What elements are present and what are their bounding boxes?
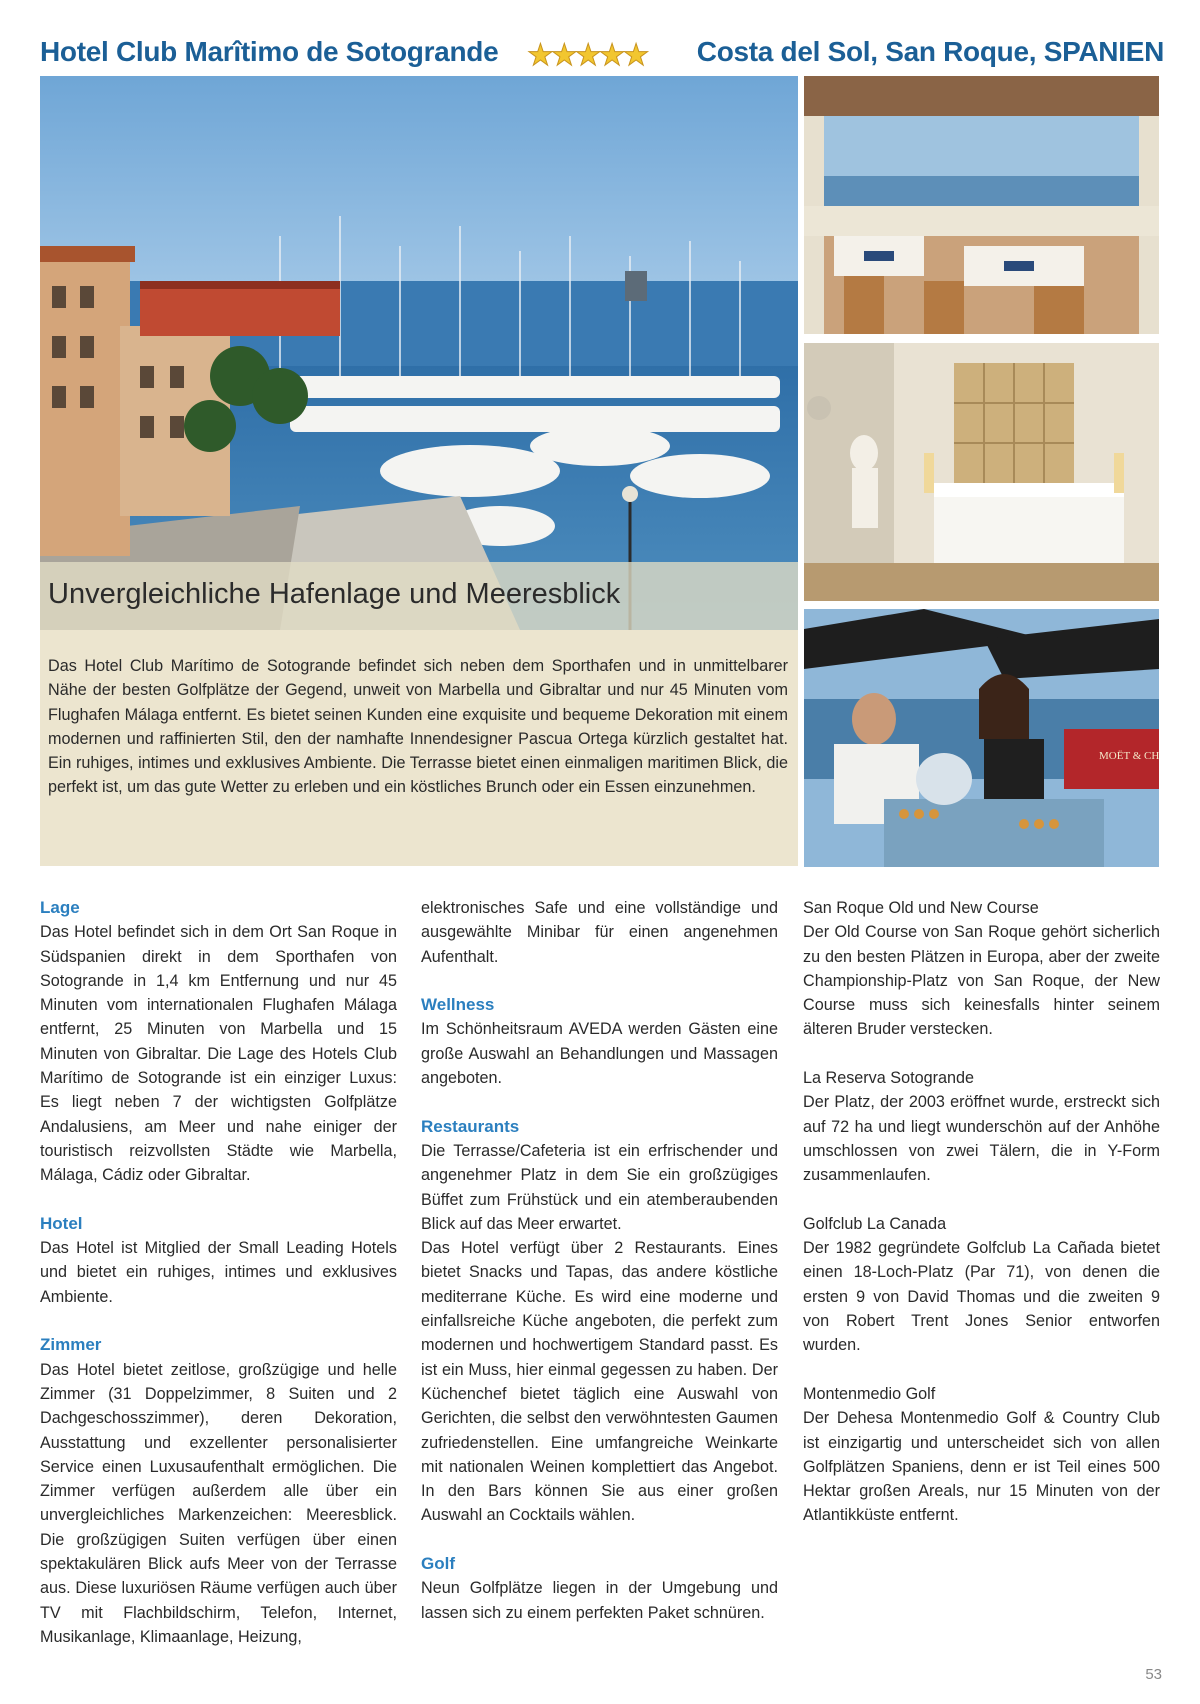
montenmedio-heading: Montenmedio Golf	[803, 1384, 936, 1403]
restaurants-text-2: Das Hotel verfügt über 2 Restaurants. Eines bietet Snacks und Tapas, das andere köstliche mediterrane Küche. Es wird eine moderne und einfallsreiche Küche angeboten, die perfekt zum modernen und hochwertigem Standard passt. Es ist ein Muss, hier einmal gegessen zu haben. Der Küchenchef bietet täglich eine Auswahl von Gerichten, die selbst den verwöhntesten Gaumen zufriedenstellen. Eine umfangreiche Weinkarte mit nationalen Weinen komplettiert das Angebot. In den Bars können Sie aus einer großen Auswahl an Cocktails wählen.	[421, 1239, 778, 1525]
page-number: 53	[1145, 1666, 1162, 1683]
page-header	[40, 36, 1164, 76]
column-1	[40, 896, 397, 1674]
san-roque-text: Der Old Course von San Roque gehört sicherlich zu den besten Plätzen in Europa, aber der zweite Championship-Platz von San Roque, der New Course muss sich keinesfalls hinter seinem älteren Bruder verstecken.	[803, 923, 1160, 1039]
intro-text: Das Hotel Club Marítimo de Sotogrande befindet sich neben dem Sporthafen und in unmittelbarer Nähe der besten Golfplätze der Gegend, unweit von Marbella und Gibraltar und nur 45 Minuten vom Flughafen Málaga entfernt. Es bietet seinen Kunden eine exquisite und bequeme Dekoration mit einem modernen und raffinierten Stil, den der namhafte Innendesigner Pascua Ortega kürzlich gestaltet hat. Ein ruhiges, intimes und exklusives Ambiente. Die Terrasse bietet einen einmaligen maritimen Blick, die perfekt ist, um das gute Wetter zu erleben und ein köstliches Brunch oder ein Essen einzunehmen.	[48, 657, 788, 797]
san-roque-heading: San Roque Old und New Course	[803, 899, 1039, 917]
location-title: Costa del Sol, San Roque, SPANIEN	[696, 36, 1164, 67]
restaurant-terrace-photo	[804, 76, 1159, 334]
column-2	[421, 896, 778, 1649]
zimmer-heading: Zimmer	[40, 1335, 102, 1355]
zimmer-text-continued: elektronisches Safe und eine vollständige und ausgewählte Minibar für einen angenehmen Aufenthalt.	[421, 899, 778, 966]
intro-box	[40, 630, 798, 866]
restaurants-text-1: Die Terrasse/Cafeteria ist ein erfrischender und angenehmer Platz in dem Sie ein großzügiges Büffet zum Frühstück und ein atemberaubenden Blick auf das Meer erwartet.	[421, 1141, 778, 1233]
photo-caption: Unvergleichliche Hafenlage und Meeresblick	[48, 578, 621, 610]
lage-heading: Lage	[40, 898, 80, 917]
champagne-sign: MOËT & CH	[1099, 750, 1159, 762]
couple-terrace-photo	[804, 609, 1159, 867]
golf-text: Neun Golfplätze liegen in der Umgebung und lassen sich zu einem perfekten Paket schnüren.	[421, 1579, 778, 1622]
golf-heading: Golf	[421, 1554, 455, 1574]
la-reserva-heading: La Reserva Sotogrande	[803, 1069, 974, 1088]
hotel-title: Hotel Club Marîtimo de Sotogrande	[40, 36, 499, 67]
restaurants-heading: Restaurants	[421, 1116, 520, 1136]
montenmedio-text: Der Dehesa Montenmedio Golf & Country Club ist einzigartig und unterscheidet sich von allen Golfplätzen Spaniens, denn er ist Teil eines 500 Hektar großen Areals, nur 15 Minuten von der Atlantikküste entfernt.	[803, 1409, 1160, 1525]
zimmer-text: Das Hotel bietet zeitlose, großzügige und helle Zimmer (31 Doppelzimmer, 8 Suiten und 2 Dachgeschosszimmer), deren Dekoration, Ausstattung und exzellenter personalisierter Service einen Luxusaufenthalt ermöglichen. Die Zimmer verfügen außerdem alle über ein unvergleichliches Markenzeichen: Meeresblick. Die großzügigen Suiten verfügen über einen spektakulären Blick aufs Meer von der Terrasse aus. Diese luxuriösen Räume verfügen auch über TV mit Flachbildschirm, Telefon, Internet, Musikanlage, Klimaanlage, Heizung,	[40, 1360, 397, 1646]
la-canada-text: Der 1982 gegründete Golfclub La Cañada bietet einen 18-Loch-Platz (Par 71), von denen die ersten 9 von David Thomas und die zweiten 9 von Robert Trent Jones Senior entworfen wurden.	[803, 1239, 1160, 1355]
wellness-text: Im Schönheitsraum AVEDA werden Gästen eine große Auswahl an Behandlungen und Massagen angeboten.	[421, 1020, 778, 1088]
hotel-text: Das Hotel ist Mitglied der Small Leading Hotels und bietet ein ruhiges, intimes und exklusives Ambiente.	[40, 1239, 397, 1306]
hotel-heading: Hotel	[40, 1213, 83, 1233]
wellness-heading: Wellness	[421, 995, 495, 1015]
column-3	[803, 896, 1160, 1552]
la-canada-heading: Golfclub La Canada	[803, 1214, 947, 1233]
hotel-room-photo	[804, 343, 1159, 601]
harbour-photo	[40, 76, 798, 630]
lage-text: Das Hotel befindet sich in dem Ort San Roque in Südspanien direkt in dem Sporthafen von Sotogrande in 1,4 km Entfernung und nur 45 Minuten vom internationalen Flughafen Málaga entfernt, 25 Minuten von Marbella und 15 Minuten von Gibraltar. Die Lage des Hotels Club Marítimo de Sotogrande ist ein einziger Luxus: Es liegt neben 7 der wichtigsten Golfplätze Andalusiens, am Meer und nahe einiger der touristisch reizvollsten Städte wie Marbella, Málaga, Cádiz oder Gibraltar.	[40, 923, 397, 1185]
la-reserva-text: Der Platz, der 2003 eröffnet wurde, erstreckt sich auf 72 ha und liegt wunderschön auf der Anhöhe umschlossen von zwei Tälern, die in Y-Form zusammenlaufen.	[803, 1093, 1160, 1185]
star-rating-icon: ★★★★★	[527, 39, 647, 72]
